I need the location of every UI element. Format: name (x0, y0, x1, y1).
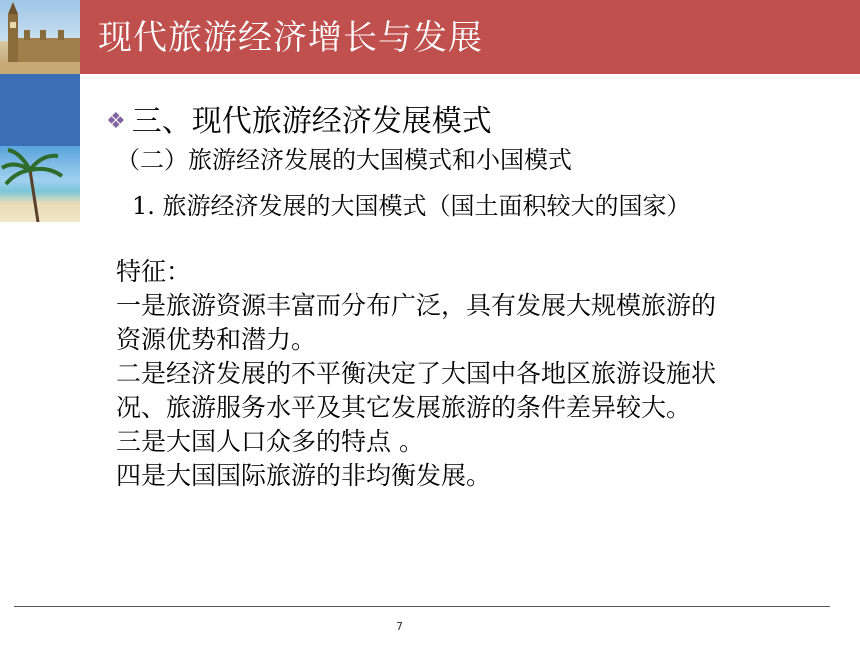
body-line: 资源优势和潜力。 (116, 325, 317, 354)
body-line: 二是经济发展的不平衡决定了大国中各地区旅游设施状 (116, 359, 717, 388)
body-text (116, 255, 816, 493)
page-number: 7 (396, 620, 403, 633)
beach-photo (0, 146, 80, 222)
subsection-heading: （二）旅游经济发展的大国模式和小国模式 (116, 146, 572, 174)
section-heading (106, 96, 492, 140)
slide-title: 现代旅游经济增长与发展 (98, 18, 483, 58)
london-photo (0, 0, 80, 74)
diamond-bullet-icon: ❖ (106, 109, 126, 134)
blue-panel (0, 74, 80, 146)
body-line: 特征： (116, 257, 192, 286)
section-heading-text: 三、现代旅游经济发展模式 (131, 104, 492, 139)
footer-divider (14, 606, 830, 607)
topic-heading: 1. 旅游经济发展的大国模式（国土面积较大的国家） (132, 192, 691, 220)
body-line: 三是大国人口众多的特点 。 (116, 427, 424, 456)
body-line: 四是大国国际旅游的非均衡发展。 (116, 461, 492, 490)
body-line: 一是旅游资源丰富而分布广泛，具有发展大规模旅游的 (116, 291, 717, 320)
body-line: 况、旅游服务水平及其它发展旅游的条件差异较大。 (116, 393, 692, 422)
